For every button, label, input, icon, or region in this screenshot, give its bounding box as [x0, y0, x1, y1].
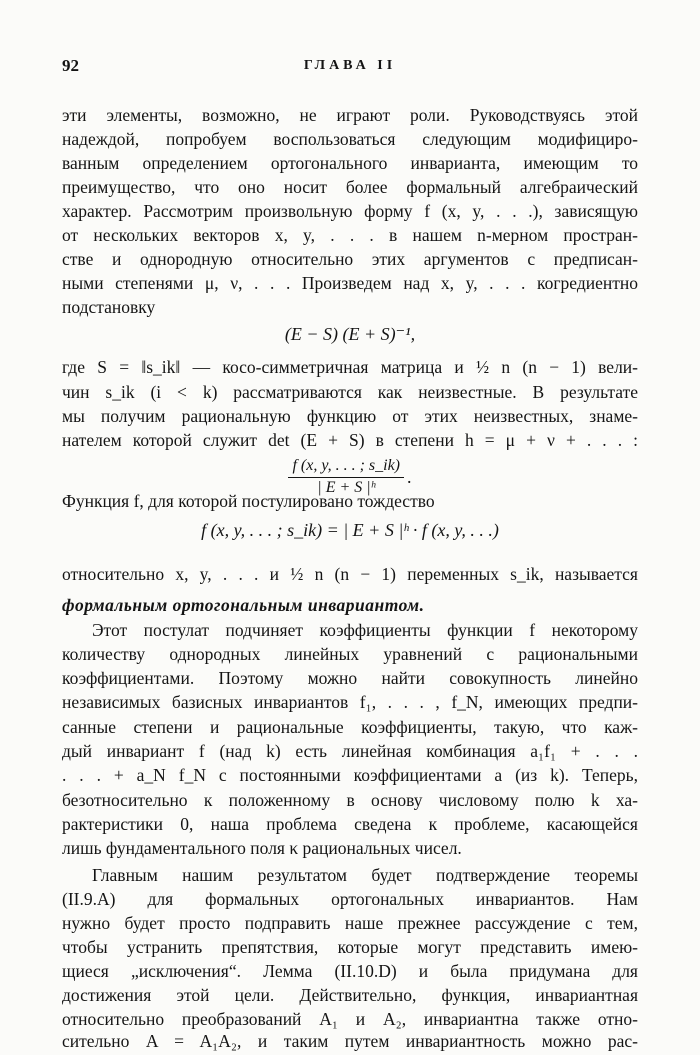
- fraction-denominator: | E + S |ʰ: [317, 479, 376, 496]
- text-line: нателем которой служит det (E + S) в степени h = μ + ν + . . . :: [62, 430, 638, 450]
- text-line: преимущество, что оно носит более формальный алгебраический: [62, 177, 638, 197]
- text-line: безотносительно к положенному в основу числовому полю k ха-: [62, 790, 638, 810]
- text-line: нужно будет просто подправить наше прежнее рассуждение с тем,: [62, 913, 638, 933]
- text-line: надеждой, попробуем воспользоваться следующим модифициро-: [62, 129, 638, 149]
- text-line: чтобы устранить препятствия, которые могут представить имею-: [62, 937, 638, 957]
- formula-fraction: $\frac{f (x, y, . . . ; s\_ik)}{\text{| E + S |ʰ}}$ .: [0, 456, 700, 498]
- running-head: [62, 56, 638, 80]
- formula-identity: f (x, y, . . . ; s_ik) = | E + S |ʰ · f (x, y, . . .): [201, 520, 499, 540]
- text-line: относительно x, y, . . . и ½ n (n − 1) переменных s_ik, называется: [62, 564, 638, 584]
- text-line: сительно A = A₁A₂, и таким путем инвариантность можно рас-: [62, 1031, 638, 1051]
- text-line: подстановку: [62, 297, 156, 317]
- text-line: дый инвариант f (над k) есть линейная комбинация a₁f₁ + . . .: [62, 741, 638, 761]
- text-line: Этот постулат подчиняет коэффициенты функции f некоторому: [92, 620, 638, 640]
- text-line: санные степени и рациональные коэффициенты, такую, что каж-: [62, 717, 638, 737]
- text-line: независимых базисных инвариантов f₁, . . . , f_N, имеющих предпи-: [62, 692, 638, 712]
- text-line: где S = ‖s_ik‖ — косо-симметричная матрица и ½ n (n − 1) вели-: [62, 357, 638, 377]
- text-line: стве и однородную относительно этих аргументов с предписан-: [62, 249, 638, 269]
- page-number: 92: [62, 56, 79, 75]
- fraction-numerator: f (x, y, . . . ; s_ik): [288, 456, 404, 478]
- term-formal-orthogonal-invariant: формальным ортогональным инвариантом.: [62, 595, 425, 615]
- text-line: рактеристики 0, наша проблема сведена к проблеме, касающейся: [62, 814, 638, 834]
- text-line: количеству однородных линейных уравнений с рациональными: [62, 644, 638, 664]
- text-line: (II.9.A) для формальных ортогональных инвариантов. Нам: [62, 889, 638, 909]
- text-line: чин s_ik (i < k) рассматриваются как неизвестные. В результате: [62, 382, 638, 402]
- text-line: щиеся „исключения“. Лемма (II.10.D) и была придумана для: [62, 961, 638, 981]
- text-line: относительно преобразований A₁ и A₂, инвариантна также отно-: [62, 1009, 638, 1029]
- text-line: от нескольких векторов x, y, . . . в нашем n-мерном простран-: [62, 225, 638, 245]
- text-line: характер. Рассмотрим произвольную форму f (x, y, . . .), зависящую: [62, 201, 638, 221]
- text-line: ванным определением ортогонального инварианта, имеющим то: [62, 153, 638, 173]
- text-line: ными степенями μ, ν, . . . Произведем над x, y, . . . когредиентно: [62, 273, 638, 293]
- text-line: Главным нашим результатом будет подтверждение теоремы: [92, 865, 638, 885]
- text-line: Функция f, для которой постулировано тождество: [62, 491, 435, 511]
- text-line: мы получим рациональную функцию от этих неизвестных, знаме-: [62, 406, 638, 426]
- text-line: коэффициентами. Поэтому можно найти совокупность линейно: [62, 668, 638, 688]
- formula-substitution: (E − S) (E + S)⁻¹,: [284, 324, 416, 344]
- text-line: эти элементы, возможно, не играют роли. Руководствуясь этой: [62, 105, 638, 125]
- text-line: лишь фундаментального поля κ рациональных чисел.: [62, 838, 462, 858]
- text-line: достижения этой цели. Действительно, функция, инвариантная: [62, 985, 638, 1005]
- text-line: . . . + a_N f_N с постоянными коэффициентами a (из k). Теперь,: [62, 765, 638, 785]
- chapter-title: ГЛАВА II: [303, 58, 397, 73]
